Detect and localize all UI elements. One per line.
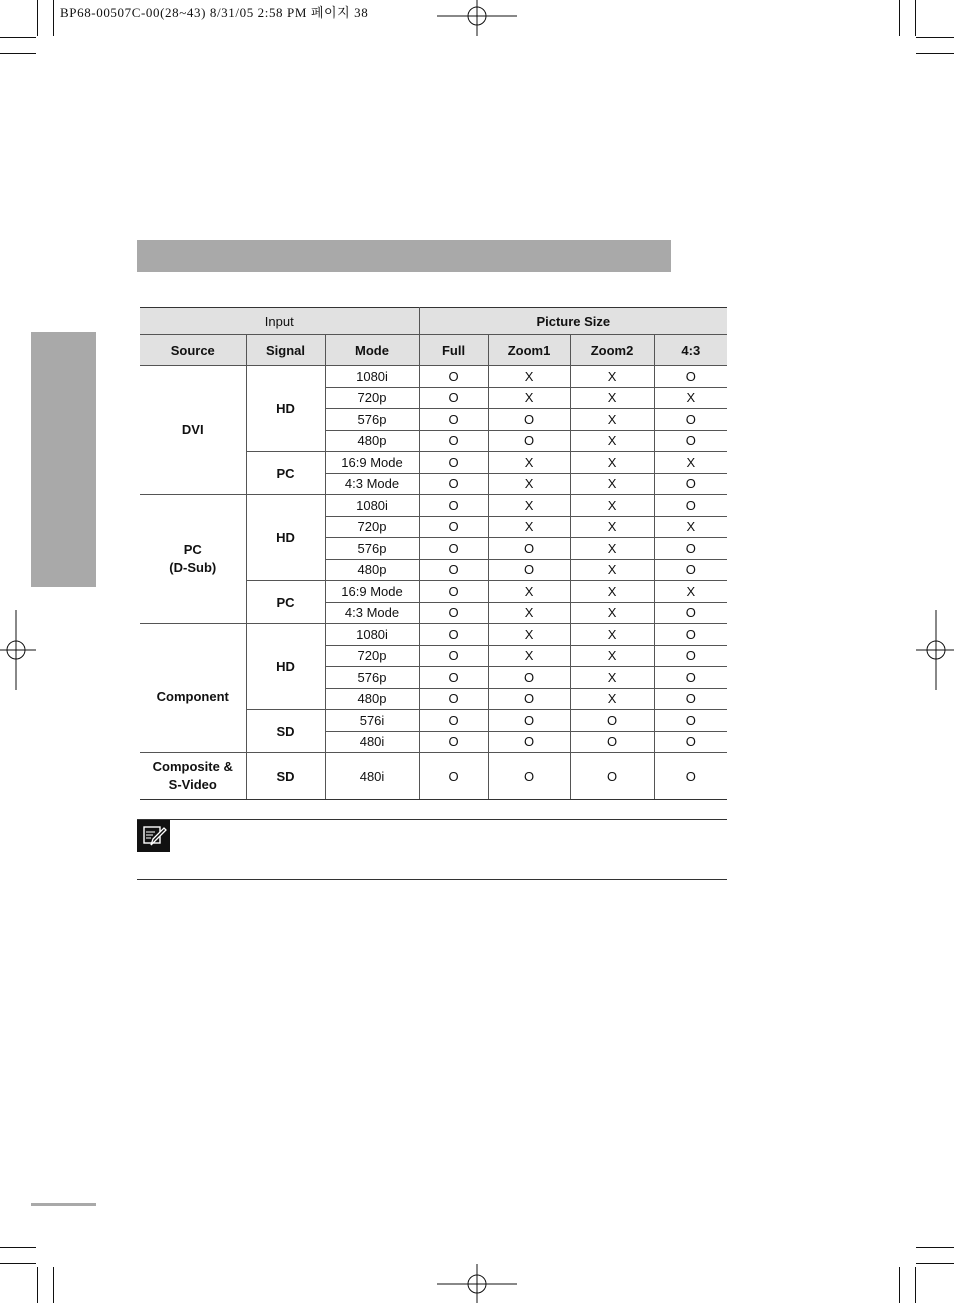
zoom1-support-cell: X [488,602,570,624]
signal-cell: HD [246,366,325,452]
zoom1-support-cell: X [488,645,570,667]
crop-mark [899,1267,900,1303]
table-row [140,495,727,517]
ratio43-support-cell: X [654,516,727,538]
zoom2-support-cell: X [570,452,654,474]
full-support-cell: O [419,430,488,452]
zoom2-support-cell: X [570,602,654,624]
full-column-header: Full [419,335,488,366]
full-support-cell: O [419,495,488,517]
zoom2-support-cell: X [570,559,654,581]
input-group-header: Input [140,308,419,335]
picture-size-table [140,307,727,800]
crop-mark [916,37,954,38]
full-support-cell: O [419,581,488,603]
zoom1-support-cell: X [488,624,570,646]
mode-cell: 4:3 Mode [325,473,419,495]
ratio43-support-cell: O [654,688,727,710]
zoom2-support-cell: X [570,409,654,431]
ratio43-support-cell: O [654,602,727,624]
zoom1-support-cell: X [488,581,570,603]
crop-mark [37,1267,38,1303]
zoom1-support-cell: O [488,430,570,452]
mode-cell: 576p [325,667,419,689]
full-support-cell: O [419,645,488,667]
zoom2-support-cell: X [570,538,654,560]
full-support-cell: O [419,559,488,581]
mode-cell: 720p [325,645,419,667]
crop-mark [0,53,36,54]
full-support-cell: O [419,667,488,689]
signal-cell: PC [246,581,325,624]
registration-crosshair-icon [916,610,954,690]
registration-crosshair-icon [437,1264,517,1303]
ratio43-support-cell: O [654,710,727,732]
zoom1-column-header: Zoom1 [488,335,570,366]
ratio43-support-cell: O [654,731,727,753]
zoom1-support-cell: X [488,473,570,495]
zoom1-support-cell: X [488,452,570,474]
mode-cell: 16:9 Mode [325,452,419,474]
signal-cell: SD [246,710,325,753]
registration-crosshair-icon [437,0,517,36]
full-support-cell: O [419,387,488,409]
crop-mark [53,0,54,36]
full-support-cell: O [419,473,488,495]
mode-cell: 4:3 Mode [325,602,419,624]
signal-cell: HD [246,495,325,581]
ratio43-support-cell: O [654,366,727,388]
mode-cell: 1080i [325,495,419,517]
ratio43-column-header: 4:3 [654,335,727,366]
ratio43-support-cell: O [654,753,727,800]
signal-cell: SD [246,753,325,800]
zoom2-support-cell: X [570,581,654,603]
mode-cell: 576p [325,538,419,560]
zoom1-support-cell: O [488,710,570,732]
signal-column-header: Signal [246,335,325,366]
zoom1-support-cell: O [488,409,570,431]
crop-mark [37,0,38,36]
zoom1-support-cell: O [488,688,570,710]
source-cell: PC (D-Sub) [140,495,246,624]
zoom1-support-cell: X [488,387,570,409]
full-support-cell: O [419,753,488,800]
mode-cell: 720p [325,387,419,409]
ratio43-support-cell: O [654,559,727,581]
source-cell: Composite & S-Video [140,753,246,800]
ratio43-support-cell: O [654,645,727,667]
mode-cell: 480p [325,559,419,581]
chapter-side-tab [31,332,96,587]
zoom2-support-cell: X [570,366,654,388]
crop-mark [53,1267,54,1303]
zoom1-support-cell: O [488,753,570,800]
full-support-cell: O [419,731,488,753]
mode-cell: 576p [325,409,419,431]
zoom2-support-cell: X [570,667,654,689]
zoom2-support-cell: X [570,473,654,495]
zoom2-support-cell: X [570,516,654,538]
ratio43-support-cell: O [654,538,727,560]
table-row [140,624,727,646]
zoom1-support-cell: O [488,559,570,581]
zoom1-support-cell: O [488,667,570,689]
source-cell: DVI [140,366,246,495]
crop-mark [916,1263,954,1264]
note-rule-top [137,819,727,820]
crop-mark [915,1267,916,1303]
crop-mark [0,1247,36,1248]
source-column-header: Source [140,335,246,366]
zoom2-support-cell: X [570,645,654,667]
crop-mark [915,0,916,36]
signal-cell: PC [246,452,325,495]
ratio43-support-cell: O [654,409,727,431]
crop-mark [0,1263,36,1264]
ratio43-support-cell: O [654,624,727,646]
note-rule-bottom [137,879,727,880]
crop-mark [0,37,36,38]
crop-mark [916,53,954,54]
mode-cell: 480i [325,731,419,753]
mode-cell: 480i [325,753,419,800]
full-support-cell: O [419,516,488,538]
full-support-cell: O [419,538,488,560]
zoom2-support-cell: X [570,387,654,409]
mode-column-header: Mode [325,335,419,366]
ratio43-support-cell: O [654,495,727,517]
section-title-bar [137,240,671,272]
mode-cell: 1080i [325,366,419,388]
mode-cell: 480p [325,688,419,710]
ratio43-support-cell: X [654,387,727,409]
zoom2-support-cell: O [570,753,654,800]
zoom2-support-cell: O [570,710,654,732]
table-row [140,366,727,388]
zoom2-support-cell: X [570,624,654,646]
full-support-cell: O [419,452,488,474]
mode-cell: 1080i [325,624,419,646]
signal-cell: HD [246,624,325,710]
zoom1-support-cell: X [488,366,570,388]
zoom2-support-cell: O [570,731,654,753]
table-body [140,366,727,800]
zoom2-support-cell: X [570,430,654,452]
mode-cell: 16:9 Mode [325,581,419,603]
full-support-cell: O [419,602,488,624]
ratio43-support-cell: X [654,581,727,603]
ratio43-support-cell: O [654,430,727,452]
crop-mark [899,0,900,36]
zoom2-column-header: Zoom2 [570,335,654,366]
note-pencil-icon [137,820,170,852]
zoom1-support-cell: X [488,516,570,538]
full-support-cell: O [419,688,488,710]
source-cell: Component [140,624,246,753]
picture-size-group-header: Picture Size [419,308,727,335]
zoom1-support-cell: O [488,731,570,753]
zoom2-support-cell: X [570,495,654,517]
ratio43-support-cell: O [654,667,727,689]
full-support-cell: O [419,366,488,388]
mode-cell: 720p [325,516,419,538]
mode-cell: 480p [325,430,419,452]
mode-cell: 576i [325,710,419,732]
full-support-cell: O [419,710,488,732]
full-support-cell: O [419,624,488,646]
registration-crosshair-icon [0,610,36,690]
crop-mark [916,1247,954,1248]
print-slug: BP68-00507C-00(28~43) 8/31/05 2:58 PM 페이지 38 [60,5,369,20]
ratio43-support-cell: X [654,452,727,474]
page-footer-bar [31,1203,96,1206]
zoom2-support-cell: X [570,688,654,710]
table-row [140,753,727,800]
full-support-cell: O [419,409,488,431]
zoom1-support-cell: O [488,538,570,560]
zoom1-support-cell: X [488,495,570,517]
ratio43-support-cell: O [654,473,727,495]
